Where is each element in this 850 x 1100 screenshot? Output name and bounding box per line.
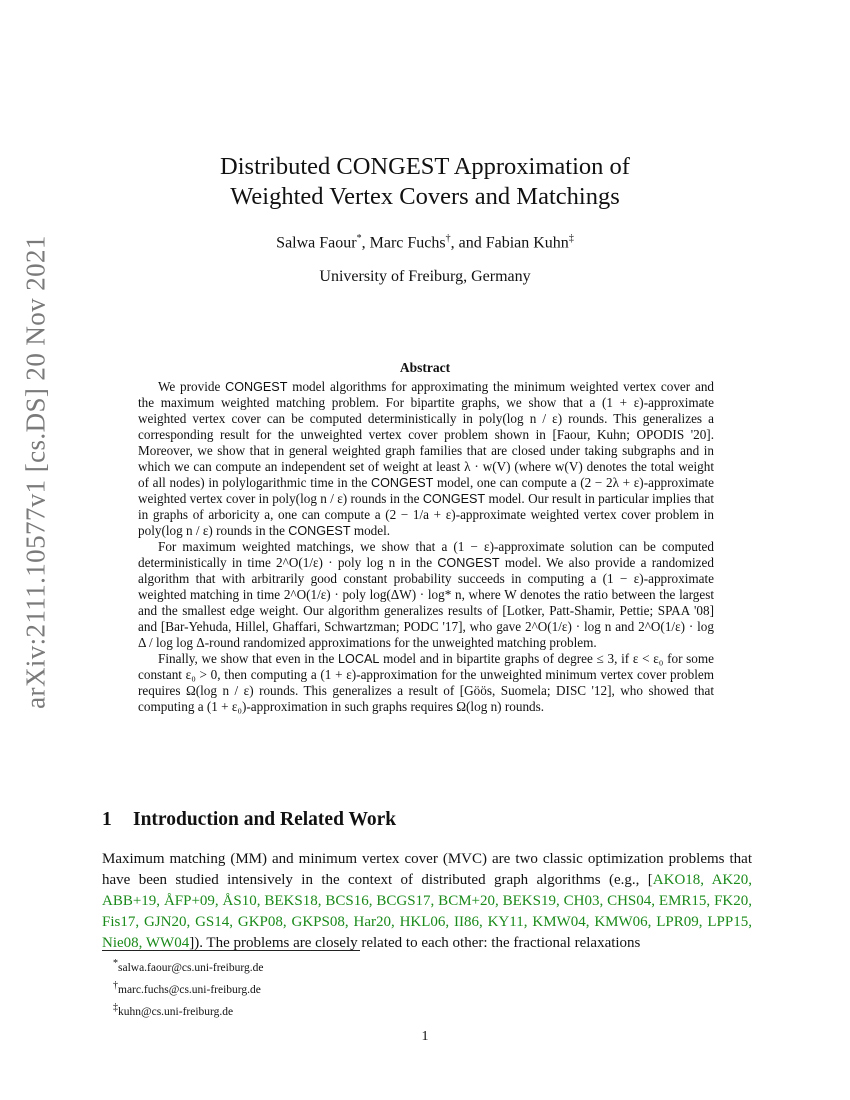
- footnote-mark: *: [113, 958, 118, 969]
- author-list: Salwa Faour*, Marc Fuchs†, and Fabian Kuhn‡: [276, 233, 574, 252]
- congest-term: CONGEST: [225, 380, 288, 394]
- abstract-text: model. Our result in particular implies that in graphs of arboricity a, one can compute a (2 − 1/a + ε)-approximate weighted vertex cover problem in poly(: [138, 491, 715, 538]
- abstract-text: model algorithms for approximating the minimum weighted vertex cover and the maximum weighted matching problem. For bipartite graphs, we show that a (1 + ε)-approximate weighted vertex cover can be computed deterministically in poly(: [138, 379, 715, 426]
- footnote-3: [113, 999, 263, 1021]
- abstract-text: model, one can compute a (2 − 2λ + ε)-approximate weighted vertex cover in poly(: [138, 475, 715, 506]
- abstract-text: model and in bipartite graphs of degree ≤ 3, if ε < ε₀ for some constant ε₀ > 0, then computing a (1 + ε)-approximation for the unweighted minimum vertex cover problem requires Ω(: [138, 651, 715, 698]
- citation-links[interactable]: AKO18, AK20, ABB+19, ÅFP+09, ÅS10, BEKS18, BCS16, BCGS17, BCM+20, BEKS19, CH03, CHS04, EMR15, FK20, Fis17, GJN20, GS14, GKP08, GKPS08, Har20, HKL06, II86, KY11, KMW04, KMW06, LPR09, LPP15, Nie08, WW04: [102, 872, 752, 951]
- footnote-email[interactable]: marc.fuchs@cs.uni-freiburg.de: [118, 983, 261, 996]
- affiliation: University of Freiburg, Germany: [319, 268, 531, 285]
- author-2-mark: †: [445, 233, 451, 244]
- author-3-mark: ‡: [568, 233, 574, 244]
- footnote-rule: [102, 950, 360, 951]
- abstract-text: model. We also provide a randomized algorithm that with arbitrarily good constant probability succeeds in computing a (1 − ε)-approximate weighted matching in time 2^O(1/ε) · poly log(ΔW) · log* n, where W denotes the ratio between the largest and the smallest edge weight. Our algorithm generalizes results of [Lotker, Patt-Shamir, Pettie; SPAA '08] and [Bar-Yehuda, Hillel, Ghaffari, Schwartzman; PODC '17], who gave 2^O(1/ε) · log n and 2^O(1/ε) · log Δ / log log Δ-round randomized approximations for the unweighted matching problem.: [138, 555, 714, 650]
- fraction-logn-eps: log n / ε: [165, 523, 209, 538]
- section-title: Introduction and Related Work: [133, 809, 397, 830]
- author-1: Salwa Faour: [276, 234, 357, 252]
- abstract-text: ) rounds in the: [342, 491, 420, 506]
- abstract-paragraph-3: [138, 651, 714, 715]
- abstract-text: ) rounds. This generalizes a result of [Göös, Suomela; DISC '12], who showed that computing a (1 + ε₀)-approximation in such graphs requires Ω(log n) rounds.: [138, 683, 714, 714]
- fraction-logn-eps: log n / ε: [200, 683, 250, 698]
- congest-term: CONGEST: [288, 524, 351, 538]
- abstract-paragraph-2: [138, 539, 714, 651]
- footnote-1: [113, 955, 263, 977]
- congest-term: CONGEST: [437, 556, 500, 570]
- author-3: Fabian Kuhn: [485, 234, 569, 252]
- local-term: LOCAL: [338, 652, 380, 666]
- abstract-paragraph-1: [138, 379, 714, 539]
- section-heading: [102, 809, 396, 831]
- arxiv-id-text: arXiv:2111.10577v1 [cs.DS] 20 Nov 2021: [20, 235, 51, 709]
- abstract-text: ) rounds. This generalizes a corresponding result for the unweighted vertex cover problem shown in [Faour, Kuhn; OPODIS '20]. Moreover, we show that in general weighted graph families that are closed under taking subgraphs and in which we can compute an independent set of weight at least λ · w(V) (where w(V) denotes the total weight of all nodes) in polylogarithmic time in the: [138, 411, 714, 490]
- intro-text: ]). The problems are closely related to each other: the fractional relaxations: [189, 935, 641, 951]
- footnote-2: [113, 977, 263, 999]
- congest-term: CONGEST: [371, 476, 434, 490]
- abstract-text: model.: [353, 523, 391, 538]
- abstract-body: [138, 379, 714, 715]
- author-conjunction: and: [458, 234, 482, 252]
- fraction-logn-eps: log n / ε: [300, 491, 343, 506]
- author-2: Marc Fuchs: [369, 234, 446, 252]
- footnote-email[interactable]: kuhn@cs.uni-freiburg.de: [118, 1005, 234, 1018]
- author-1-mark: *: [356, 233, 362, 244]
- abstract-text: For maximum weighted matchings, we show that a (1 − ε)-approximate solution can be computed deterministically in time 2^O(1/ε) · poly log n in the: [138, 539, 714, 570]
- title-line-2: Weighted Vertex Covers and Matchings: [230, 183, 620, 210]
- fraction-logn-eps: log n / ε: [506, 411, 558, 426]
- abstract-text: We provide: [158, 379, 221, 394]
- abstract-text: ) rounds in the: [208, 523, 285, 538]
- page-number: 1: [421, 1029, 429, 1044]
- abstract-heading: Abstract: [399, 360, 451, 375]
- title-line-1: Distributed CONGEST Approximation of: [220, 153, 630, 180]
- footnote-mark: †: [113, 979, 118, 991]
- congest-term: CONGEST: [422, 492, 486, 506]
- intro-paragraph: [102, 849, 752, 954]
- paper-title: [0, 152, 850, 212]
- arxiv-sidebar-identifier: [18, 235, 54, 709]
- section-number: 1: [102, 809, 112, 830]
- intro-text: Maximum matching (MM) and minimum vertex cover (MVC) are two classic optimization problems that have been studied intensively in the context of distributed graph algorithms (e.g., [: [102, 851, 752, 888]
- footnote-mark: ‡: [113, 1001, 118, 1013]
- footnote-email[interactable]: salwa.faour@cs.uni-freiburg.de: [118, 961, 264, 974]
- footnotes: [113, 955, 263, 1020]
- abstract-text: Finally, we show that even in the: [158, 651, 335, 666]
